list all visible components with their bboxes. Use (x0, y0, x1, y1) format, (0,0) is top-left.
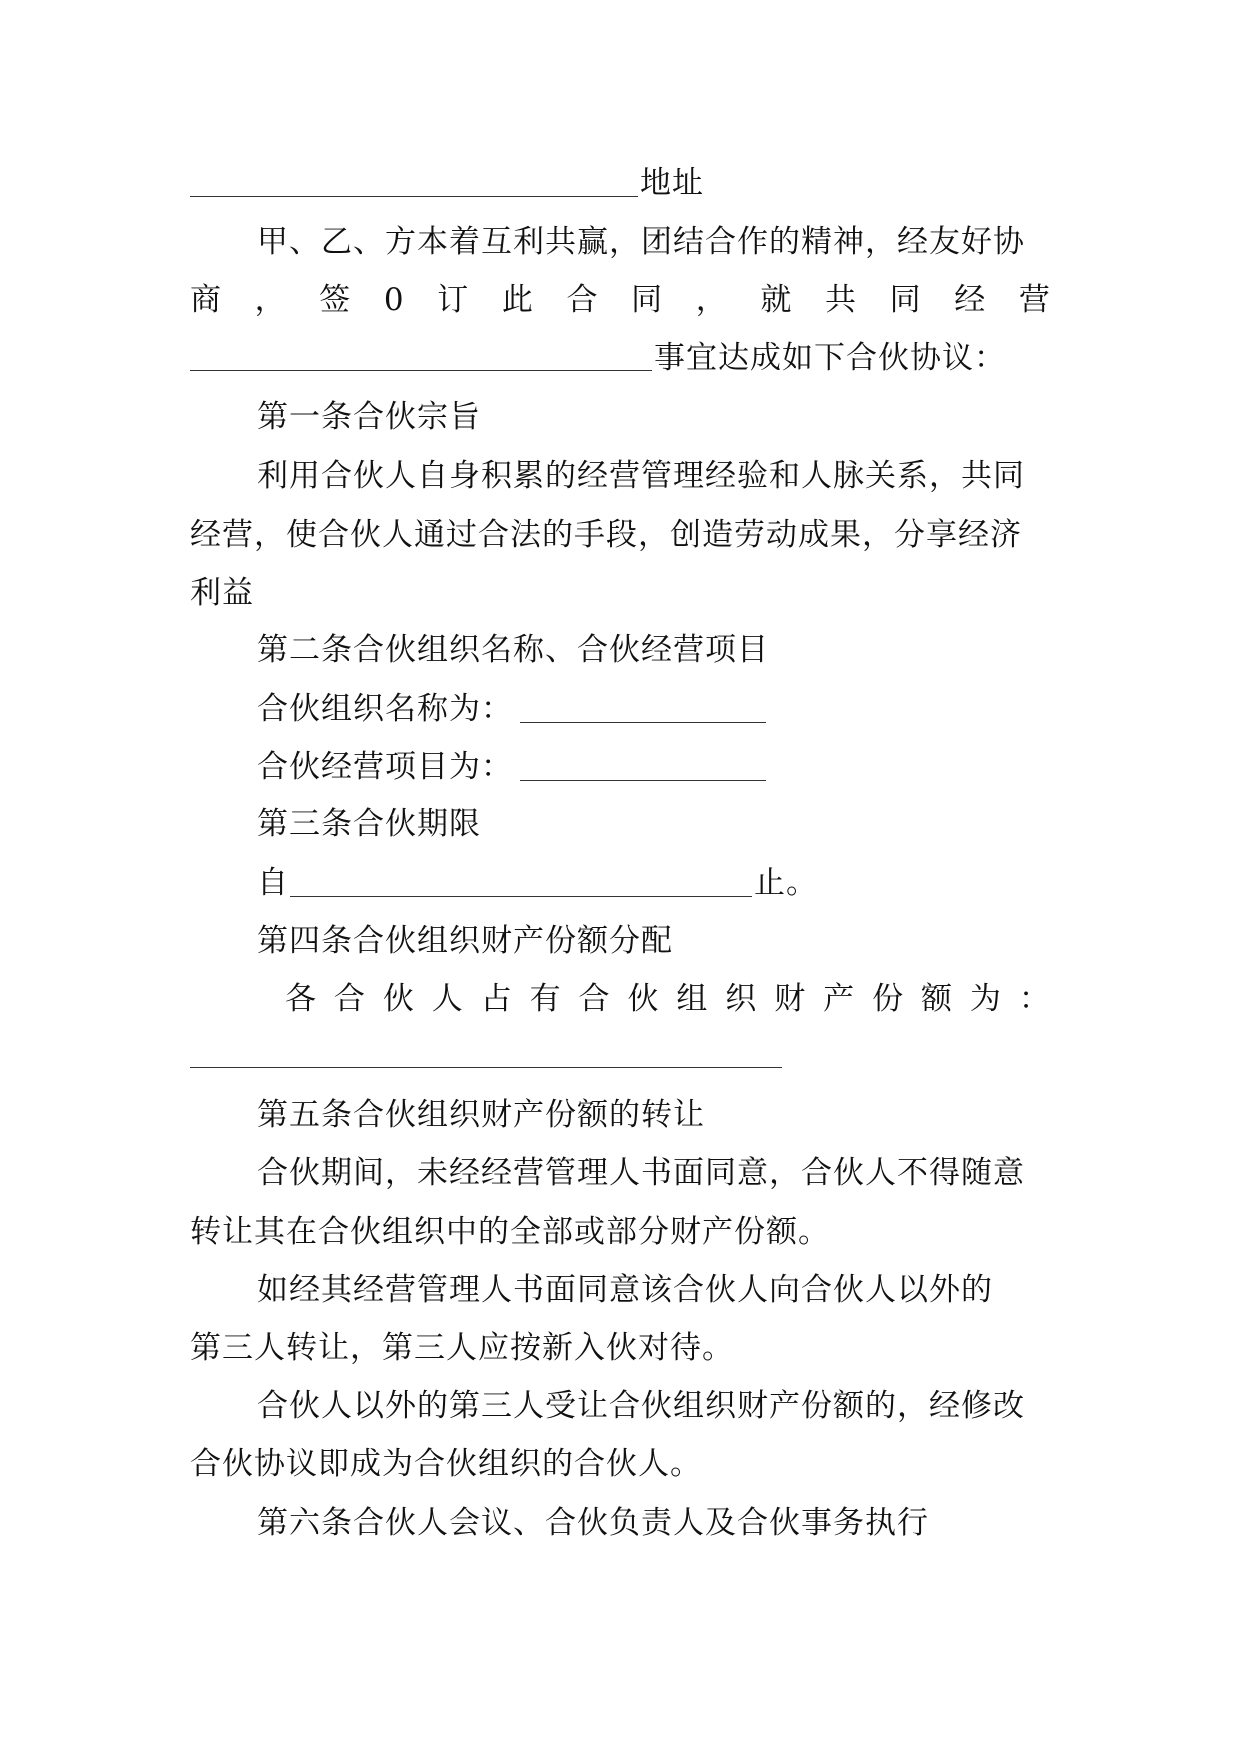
article-1-title: 第一条合伙宗旨 (257, 399, 481, 435)
partnership-name-label: 合伙组织名称为： (257, 691, 513, 727)
property-share-char: 份 (872, 981, 904, 1017)
property-share-char: 合 (333, 981, 365, 1017)
article-3-title: 第三条合伙期限 (257, 806, 481, 842)
intro-line-3-suffix: 事宜达成如下合伙协议： (654, 340, 1006, 376)
property-share-line (285, 979, 1050, 1019)
intro-line-2-char: 营 (1018, 282, 1050, 318)
article-5-p1-line-2: 转让其在合伙组织中的全部或部分财产份额。 (190, 1214, 830, 1250)
property-share-char: 为 (969, 981, 1001, 1017)
intro-line-2-char: 0 (383, 282, 404, 318)
article-5-title: 第五条合伙组织财产份额的转让 (257, 1097, 705, 1133)
article-6-title: 第六条合伙人会议、合伙负责人及合伙事务执行 (257, 1505, 929, 1541)
article-1-text-line-2: 经营，使合伙人通过合法的手段，创造劳动成果，分享经济 (190, 517, 1022, 553)
property-share-char: 织 (725, 981, 757, 1017)
intro-line-2-char: 共 (824, 282, 856, 318)
intro-line-2-char: ， (695, 282, 727, 318)
property-share-char: 组 (676, 981, 708, 1017)
term-to-label: 止。 (754, 865, 818, 901)
article-4-title: 第四条合伙组织财产份额分配 (257, 923, 673, 959)
intro-line-2-char: ， (254, 282, 286, 318)
term-blank (290, 896, 752, 897)
intro-line-2-char: 此 (501, 282, 533, 318)
address-label: 地址 (640, 165, 704, 201)
property-share-char: 伙 (627, 981, 659, 1017)
property-share-char: 各 (285, 981, 316, 1017)
article-1-text-line-1: 利用合伙人自身积累的经营管理经验和人脉关系，共同 (257, 458, 1025, 494)
property-share-char: 人 (431, 981, 463, 1017)
term-from-label: 自 (257, 865, 289, 901)
property-share-char: 产 (823, 981, 855, 1017)
business-blank-line (190, 370, 652, 371)
article-5-p2-line-1: 如经其经营管理人书面同意该合伙人向合伙人以外的 (257, 1272, 993, 1308)
partnership-name-blank (520, 722, 766, 723)
property-share-char: 额 (920, 981, 952, 1017)
intro-line-2-char: 同 (889, 282, 921, 318)
article-5-p1-line-1: 合伙期间，未经经营管理人书面同意，合伙人不得随意 (257, 1155, 1025, 1191)
business-project-blank (520, 780, 766, 781)
article-5-p3-line-1: 合伙人以外的第三人受让合伙组织财产份额的，经修改 (257, 1388, 1025, 1424)
article-5-p3-line-2: 合伙协议即成为合伙组织的合伙人。 (190, 1446, 702, 1482)
property-share-char: 伙 (382, 981, 414, 1017)
property-share-char: 有 (529, 981, 561, 1017)
intro-line-2-char: 签 (319, 282, 351, 318)
intro-line-2-char: 经 (954, 282, 986, 318)
address-blank-line (190, 196, 638, 197)
business-project-label: 合伙经营项目为： (257, 749, 513, 785)
intro-line-2-char: 同 (631, 282, 663, 318)
article-2-title: 第二条合伙组织名称、合伙经营项目 (257, 632, 769, 668)
property-share-char: 占 (480, 981, 512, 1017)
article-1-text-line-3: 利益 (190, 575, 254, 611)
article-5-p2-line-2: 第三人转让，第三人应按新入伙对待。 (190, 1330, 734, 1366)
intro-line-2-char: 就 (760, 282, 792, 318)
property-share-blank (190, 1067, 782, 1068)
property-share-char: 合 (578, 981, 610, 1017)
property-share-char: 财 (774, 981, 806, 1017)
intro-line-1: 甲、乙、方本着互利共赢，团结合作的精神，经友好协 (257, 224, 1025, 260)
intro-line-2-char: 订 (437, 282, 469, 318)
property-share-char: ： (1018, 981, 1050, 1017)
intro-line-2-char: 合 (566, 282, 598, 318)
intro-line-2 (190, 280, 1050, 320)
intro-line-2-char: 商 (190, 282, 221, 318)
